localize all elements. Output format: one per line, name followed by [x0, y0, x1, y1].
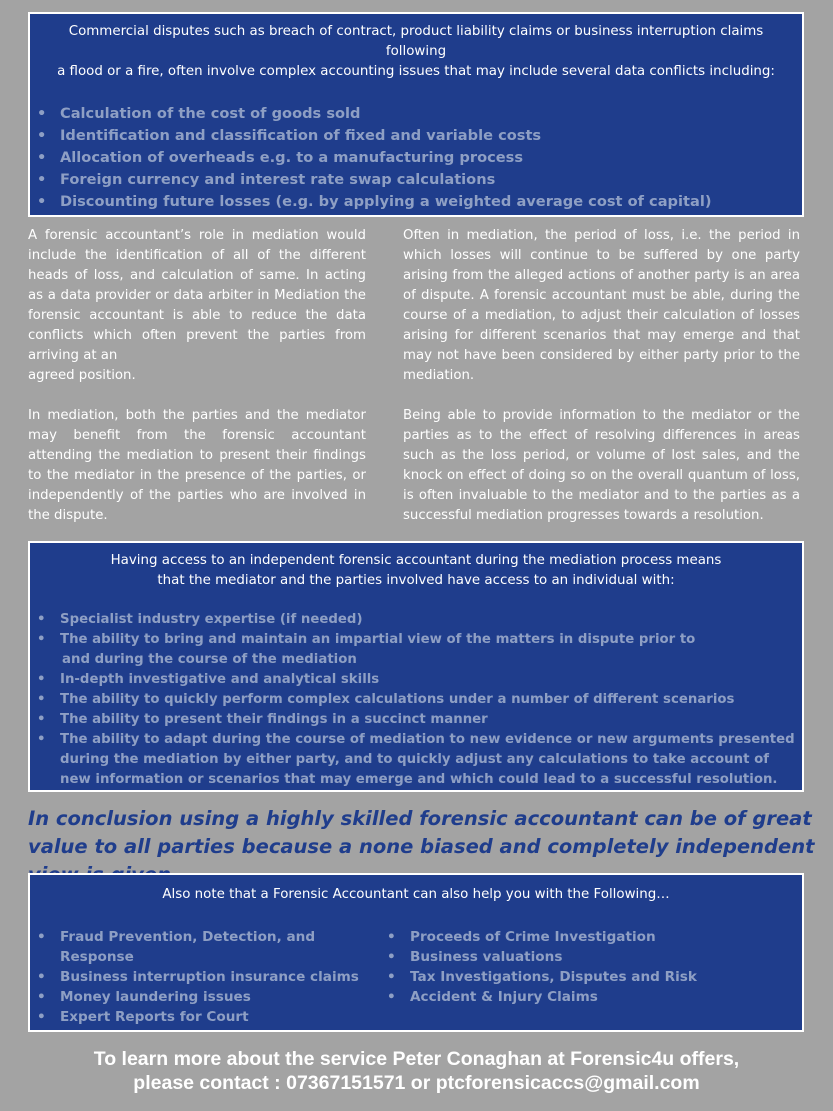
- list-item: • Expert Reports for Court: [30, 1007, 380, 1027]
- list-item: • Discounting future losses (e.g. by applying a weighted average cost of capital): [30, 191, 802, 213]
- contact-footer: [0, 1047, 833, 1095]
- list-item: • The ability to present their findings in a succinct manner: [30, 710, 802, 730]
- data-conflicts-list: [30, 103, 802, 213]
- list-item: • Calculation of the cost of goods sold: [30, 103, 802, 125]
- footer-line-service: To learn more about the service Peter Conaghan at Forensic4u offers,: [93, 1048, 740, 1070]
- information-paragraph: Being able to provide information to the mediator or the parties as to the effect of resolving differences in areas such as the loss period, or volume of lost sales, and the knock on effect of doing so on the overall quantum of loss, is often invaluable to the mediator and to the parties as a successful mediation progresses towards a resolution.: [403, 408, 800, 523]
- conclusion-statement: In conclusion using a highly skilled forensic accountant can be of great value to all parties because a none biased and completely independent: [28, 807, 815, 858]
- list-item: • Specialist industry expertise (if needed): [30, 610, 802, 630]
- list-item: • Fraud Prevention, Detection, and Response: [30, 927, 380, 967]
- period-of-loss-paragraph: Often in mediation, the period of loss, i.e. the period in which losses will continue to be suffered by one party arising from the alleged actions of another party is an area of dispute. A forensic accountant must be able, during the course of a mediation, to adjust their calculation of losses arising for different scenarios that may emerge and that may not have been considered by either party prior to the mediation.: [403, 228, 800, 383]
- right-column: [403, 226, 800, 526]
- list-item: • Identification and classification of fixed and variable costs: [30, 125, 802, 147]
- list-item: • Money laundering issues: [30, 987, 380, 1007]
- footer-line-contact: please contact : 07367151571 or ptcforensicaccs@gmail.com: [133, 1072, 700, 1094]
- services-columns: [30, 927, 802, 1027]
- list-item: • In-depth investigative and analytical skills: [30, 670, 802, 690]
- list-item: • Business interruption insurance claims: [30, 967, 380, 987]
- list-item: • The ability to bring and maintain an impartial view of the matters in dispute prior to and during the course of the mediation: [30, 630, 802, 670]
- list-item: • Accident & Injury Claims: [380, 987, 697, 1007]
- list-item: • Tax Investigations, Disputes and Risk: [380, 967, 697, 987]
- skills-list: [30, 610, 802, 790]
- access-intro: Having access to an independent forensic accountant during the mediation process means that the mediator and the parties involved have access to an individual with:: [110, 553, 722, 588]
- left-column: [28, 226, 366, 526]
- role-paragraph: A forensic accountant’s role in mediation would include the identification of all of the different heads of loss, and calculation of same. In acting as a data provider or data arbiter in Mediation the forensic accountant is able to reduce the data conflicts which often prevent the parties from arriving at an agreed position.: [28, 228, 366, 383]
- benefit-paragraph: In mediation, both the parties and the mediator may benefit from the forensic accountant attending the mediation to present their findings to the mediator in the presence of the parties, or independently of the parties who are involved in the dispute.: [28, 408, 366, 523]
- access-box: [28, 541, 804, 792]
- disputes-box: [28, 12, 804, 217]
- services-list-right: [380, 927, 697, 1027]
- services-intro: Also note that a Forensic Accountant can also help you with the Following…: [162, 887, 670, 902]
- list-item: • The ability to quickly perform complex calculations under a number of different scenarios: [30, 690, 802, 710]
- list-item: • Proceeds of Crime Investigation: [380, 927, 697, 947]
- services-list-left: [30, 927, 380, 1027]
- list-item: • Allocation of overheads e.g. to a manufacturing process: [30, 147, 802, 169]
- list-item: • Business valuations: [380, 947, 697, 967]
- list-item: • The ability to adapt during the course of mediation to new evidence or new arguments presented during the mediation by either party, and to quickly adjust any calculations to take account of new information or scenarios that may emerge and which could lead to a successful resolution.: [30, 730, 802, 790]
- services-box: [28, 873, 804, 1032]
- list-item: • Foreign currency and interest rate swap calculations: [30, 169, 802, 191]
- disputes-intro: Commercial disputes such as breach of contract, product liability claims or business interruption claims following a flood or a fire, often involve complex accounting issues that may include several data conflicts including:: [57, 24, 775, 79]
